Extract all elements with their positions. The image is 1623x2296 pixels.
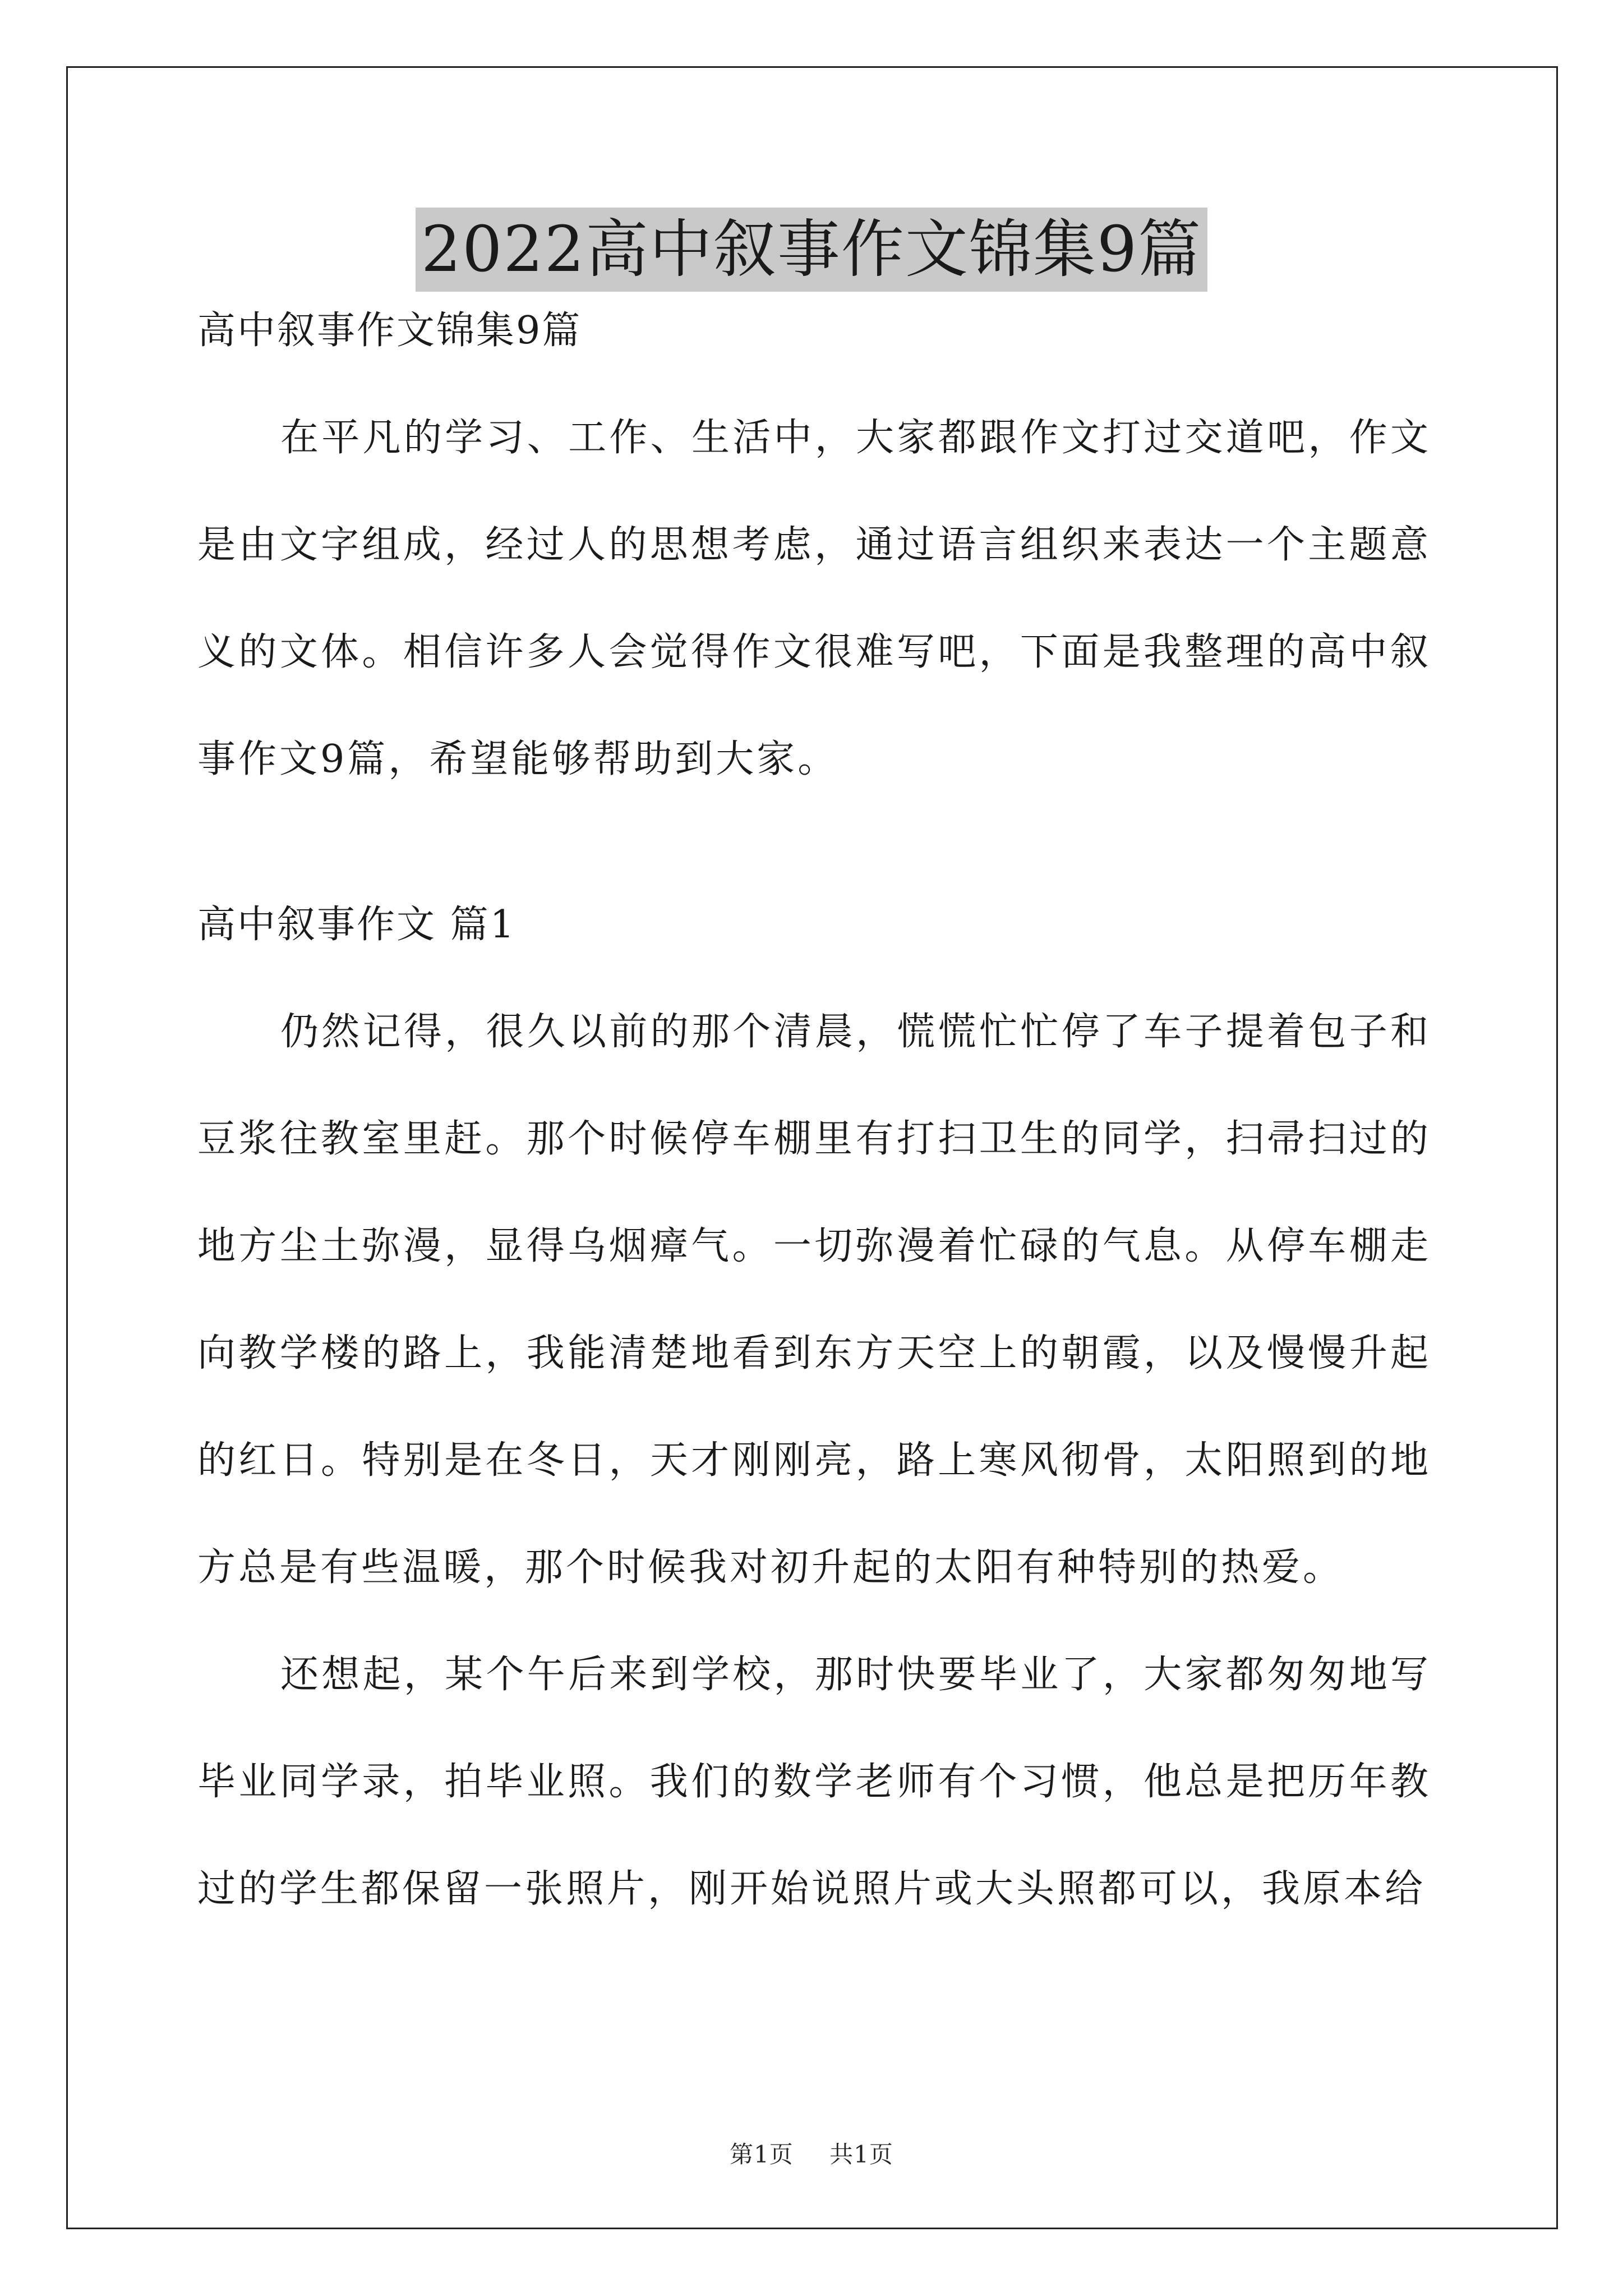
page-number-total: 共1页 bbox=[829, 2141, 893, 2168]
intro-paragraph: 在平凡的学习、工作、生活中，大家都跟作文打过交道吧，作文是由文字组成，经过人的思想考虑，通过语言组织来表达一个主题意义的文体。相信许多人会觉得作文很难写吧，下面是我整理的高中叙事作文9篇，希望能够帮助到大家。 bbox=[197, 416, 1431, 781]
page-footer bbox=[0, 2136, 1623, 2170]
document-title: 2022高中叙事作文锦集9篇 bbox=[416, 208, 1207, 292]
section1-paragraph-2: 还想起，某个午后来到学校，那时快要毕业了，大家都匆匆地写毕业同学录，拍毕业照。我们的数学老师有个习惯，他总是把历年教过的学生都保留一张照片，刚开始说照片或大头照都可以，我原本给 bbox=[197, 1653, 1431, 1911]
section-heading-1: 高中叙事作文 篇1 bbox=[197, 903, 516, 947]
document-body bbox=[197, 303, 1431, 1943]
document-subtitle: 高中叙事作文锦集9篇 bbox=[197, 309, 582, 353]
title-container bbox=[0, 208, 1623, 292]
page-number-current: 第1页 bbox=[730, 2141, 794, 2168]
section1-paragraph-1: 仍然记得，很久以前的那个清晨，慌慌忙忙停了车子提着包子和豆浆往教室里赶。那个时候停车棚里有打扫卫生的同学，扫帚扫过的地方尘土弥漫，显得乌烟瘴气。一切弥漫着忙碌的气息。从停车棚走向教学楼的路上，我能清楚地看到东方天空上的朝霞，以及慢慢升起的红日。特别是在冬日，天才刚刚亮，路上寒风彻骨，太阳照到的地方总是有些温暖，那个时候我对初升起的太阳有种特别的热爱。 bbox=[197, 1010, 1431, 1590]
